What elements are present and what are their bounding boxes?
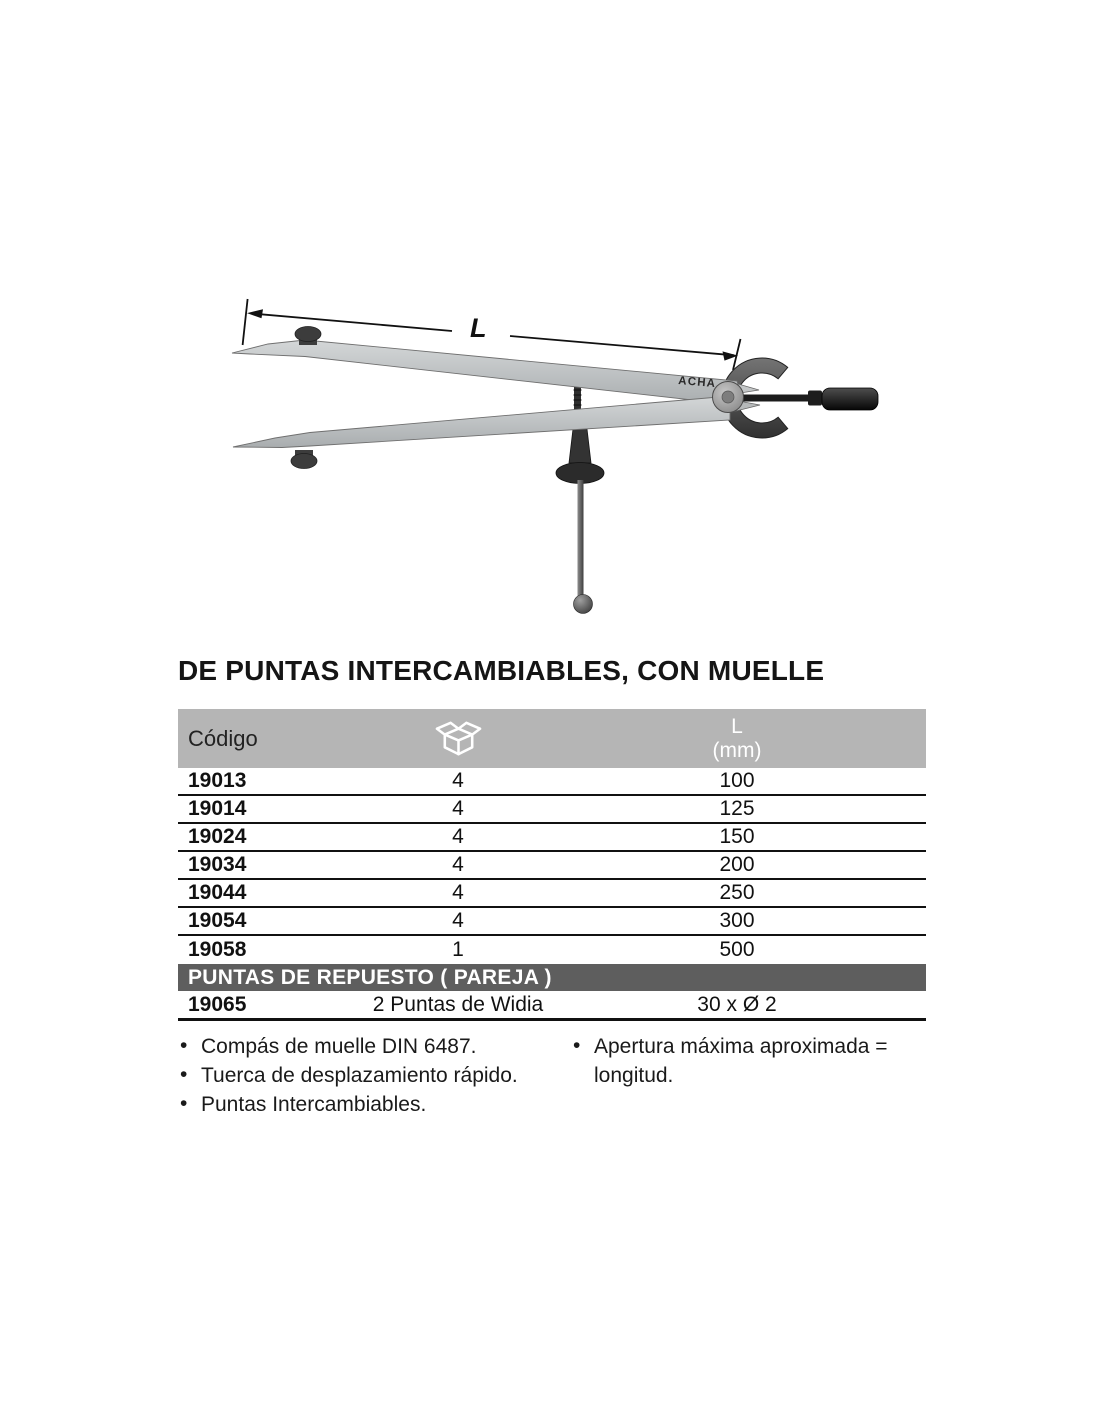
- row-code: 19034: [188, 853, 247, 876]
- table-row: [178, 824, 926, 852]
- feature-item: [180, 1032, 570, 1061]
- feature-text: Compás de muelle DIN 6487.: [201, 1035, 477, 1058]
- arrowhead-left-icon: [247, 309, 263, 318]
- features-list-left: [180, 1032, 570, 1119]
- row-code: 19044: [188, 881, 247, 904]
- caliper-drawing: [100, 280, 950, 640]
- feature-text: Puntas Intercambiables.: [201, 1093, 427, 1116]
- lower-rod: [578, 480, 584, 598]
- row-length: 100: [719, 769, 755, 792]
- dimension-tick-left: [243, 299, 248, 345]
- row-packing: 4: [452, 881, 464, 904]
- table-header: [178, 709, 926, 768]
- row-code: 19065: [188, 992, 247, 1016]
- feature-text: Apertura máxima aproximada = longitud.: [594, 1035, 888, 1087]
- row-packing: 4: [452, 909, 464, 932]
- header-length: [713, 715, 762, 763]
- row-length: 150: [719, 825, 755, 848]
- lower-tip-screw: [291, 450, 317, 469]
- feature-text: Tuerca de desplazamiento rápido.: [201, 1064, 518, 1087]
- pivot-center: [722, 391, 734, 403]
- table-row: [178, 880, 926, 908]
- row-packing: 1: [452, 938, 464, 961]
- row-packing: 4: [452, 769, 464, 792]
- table-row: [178, 852, 926, 880]
- row-code: 19014: [188, 797, 247, 820]
- row-length: 200: [719, 853, 755, 876]
- ball-foot: [574, 595, 593, 614]
- row-length: 500: [719, 938, 755, 961]
- feature-item: [180, 1061, 570, 1090]
- bullet-icon: •: [180, 1092, 188, 1115]
- header-length-symbol: L: [731, 714, 743, 738]
- header-length-unit: (mm): [712, 738, 762, 762]
- row-length: 250: [719, 881, 755, 904]
- feature-item: [573, 1032, 903, 1090]
- bullet-icon: •: [180, 1063, 188, 1086]
- lower-arm: [233, 396, 730, 448]
- header-code: Código: [188, 725, 258, 751]
- row-packing: 4: [452, 797, 464, 820]
- row-packing: 2 Puntas de Widia: [372, 992, 544, 1016]
- row-packing: 4: [452, 825, 464, 848]
- dimension-label: L: [470, 313, 487, 343]
- table-row: [178, 908, 926, 936]
- handle-ferrule: [808, 391, 822, 406]
- row-code: 19024: [188, 825, 247, 848]
- screw-sleeve: [569, 429, 591, 463]
- features-list-right: [573, 1032, 903, 1090]
- table-row: [178, 936, 926, 964]
- box-icon: [435, 715, 482, 762]
- page-title: DE PUNTAS INTERCAMBIABLES, CON MUELLE: [178, 655, 825, 686]
- row-packing: 4: [452, 853, 464, 876]
- spare-parts-row: [178, 991, 926, 1021]
- brand-label: ACHA: [677, 375, 717, 391]
- row-code: 19054: [188, 909, 247, 932]
- feature-item: [180, 1090, 570, 1119]
- row-code: 19013: [188, 769, 247, 792]
- table-row: [178, 796, 926, 824]
- bullet-icon: •: [180, 1034, 188, 1057]
- row-length: 30 x Ø 2: [697, 992, 777, 1016]
- spec-table: [178, 709, 926, 1021]
- bullet-icon: •: [573, 1034, 581, 1057]
- handle-grip: [822, 388, 878, 410]
- row-length: 125: [719, 797, 755, 820]
- row-code: 19058: [188, 938, 247, 961]
- table-row: [178, 768, 926, 796]
- row-length: 300: [719, 909, 755, 932]
- section-header-band: PUNTAS DE REPUESTO ( PAREJA ): [178, 964, 926, 991]
